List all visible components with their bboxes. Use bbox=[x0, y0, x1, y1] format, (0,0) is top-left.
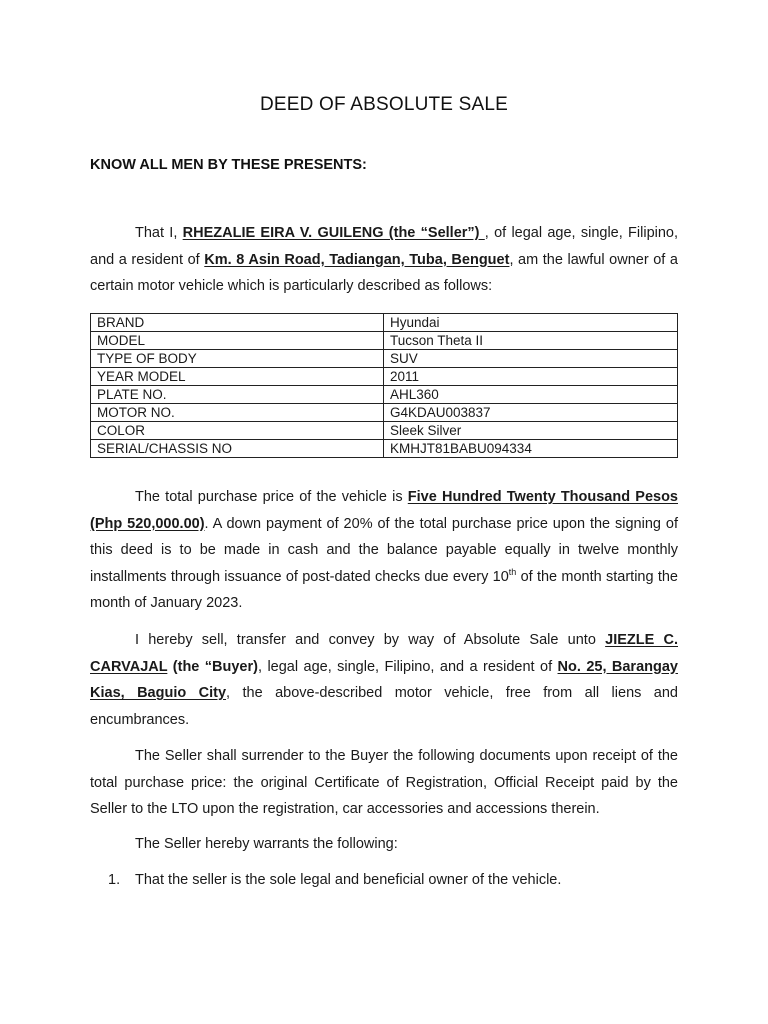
list-number: 1. bbox=[108, 872, 121, 888]
conveyance-paragraph bbox=[90, 627, 678, 733]
seller-tag: (the “Seller”) bbox=[383, 225, 485, 241]
field-label: PLATE NO. bbox=[91, 386, 384, 404]
table-row bbox=[91, 332, 678, 350]
price-text-3: of the month starting the month of January 2023. bbox=[90, 568, 678, 611]
intro-text-1: That I, bbox=[135, 225, 183, 241]
warranty-list bbox=[108, 867, 678, 894]
price-text-2: . A down payment of 20% of the total purchase price upon the signing of this deed is to be made in cash and the balance payable equally in twelve monthly installments through issuance of post-dated checks due every 10 bbox=[90, 515, 678, 585]
intro-paragraph bbox=[90, 220, 678, 300]
field-value: 2011 bbox=[384, 368, 678, 386]
vehicle-details-table bbox=[90, 313, 678, 458]
field-value: Hyundai bbox=[384, 314, 678, 332]
buyer-name: JIEZLE C. CARVAJAL bbox=[90, 632, 678, 675]
conveyance-text-2: , legal age, single, Filipino, and a resident of bbox=[257, 658, 558, 675]
field-label: SERIAL/CHASSIS NO bbox=[91, 440, 384, 458]
field-label: MODEL bbox=[91, 332, 384, 350]
table-row bbox=[91, 368, 678, 386]
field-value: KMHJT81BABU094334 bbox=[384, 440, 678, 458]
table-row bbox=[91, 350, 678, 368]
seller-address: Km. 8 Asin Road, Tadiangan, Tuba, Benguet bbox=[204, 251, 510, 268]
buyer-address: No. 25, Barangay Kias, Baguio City bbox=[90, 658, 678, 701]
price-text-1: The total purchase price of the vehicle is bbox=[135, 489, 408, 505]
preamble-heading: KNOW ALL MEN BY THESE PRESENTS: bbox=[90, 157, 367, 173]
field-label: BRAND bbox=[91, 314, 384, 332]
table-row bbox=[91, 314, 678, 332]
field-value: Tucson Theta II bbox=[384, 332, 678, 350]
ordinal-suffix: th bbox=[508, 566, 517, 577]
table-row bbox=[91, 404, 678, 422]
field-label: COLOR bbox=[91, 422, 384, 440]
table-row bbox=[91, 440, 678, 458]
price-paragraph bbox=[90, 484, 678, 617]
document-title: DEED OF ABSOLUTE SALE bbox=[259, 94, 509, 115]
table-row bbox=[91, 386, 678, 404]
seller-name: RHEZALIE EIRA V. GUILENG bbox=[182, 225, 384, 241]
warranty-intro: The Seller hereby warrants the following: bbox=[135, 836, 398, 852]
field-value: SUV bbox=[384, 350, 678, 368]
documents-paragraph: The Seller shall surrender to the Buyer the following documents upon receipt of the total purchase price: the original Certificate of Registration, Official Receipt paid by the Seller to the LTO upon the registration, car accessories and accessions therein. bbox=[90, 748, 678, 817]
intro-text-2: , of legal age, single, Filipino, and a resident of bbox=[90, 225, 679, 268]
conveyance-text-1: I hereby sell, transfer and convey by way of Absolute Sale unto bbox=[135, 632, 606, 648]
field-value: G4KDAU003837 bbox=[384, 404, 678, 422]
field-value: Sleek Silver bbox=[384, 422, 678, 440]
buyer-tag: (the “Buyer) bbox=[167, 658, 258, 675]
field-value: AHL360 bbox=[384, 386, 678, 404]
conveyance-text-3: , the above-described motor vehicle, free from all liens and encumbrances. bbox=[90, 685, 678, 728]
field-label: YEAR MODEL bbox=[91, 368, 384, 386]
field-label: MOTOR NO. bbox=[91, 404, 384, 422]
table-row bbox=[91, 422, 678, 440]
list-text: That the seller is the sole legal and beneficial owner of the vehicle. bbox=[135, 872, 562, 888]
field-label: TYPE OF BODY bbox=[91, 350, 384, 368]
intro-text-3: , am the lawful owner of a certain motor vehicle which is particularly described as follows: bbox=[90, 251, 678, 294]
purchase-price: Five Hundred Twenty Thousand Pesos (Php 520,000.00) bbox=[90, 489, 678, 532]
list-item bbox=[108, 867, 678, 894]
